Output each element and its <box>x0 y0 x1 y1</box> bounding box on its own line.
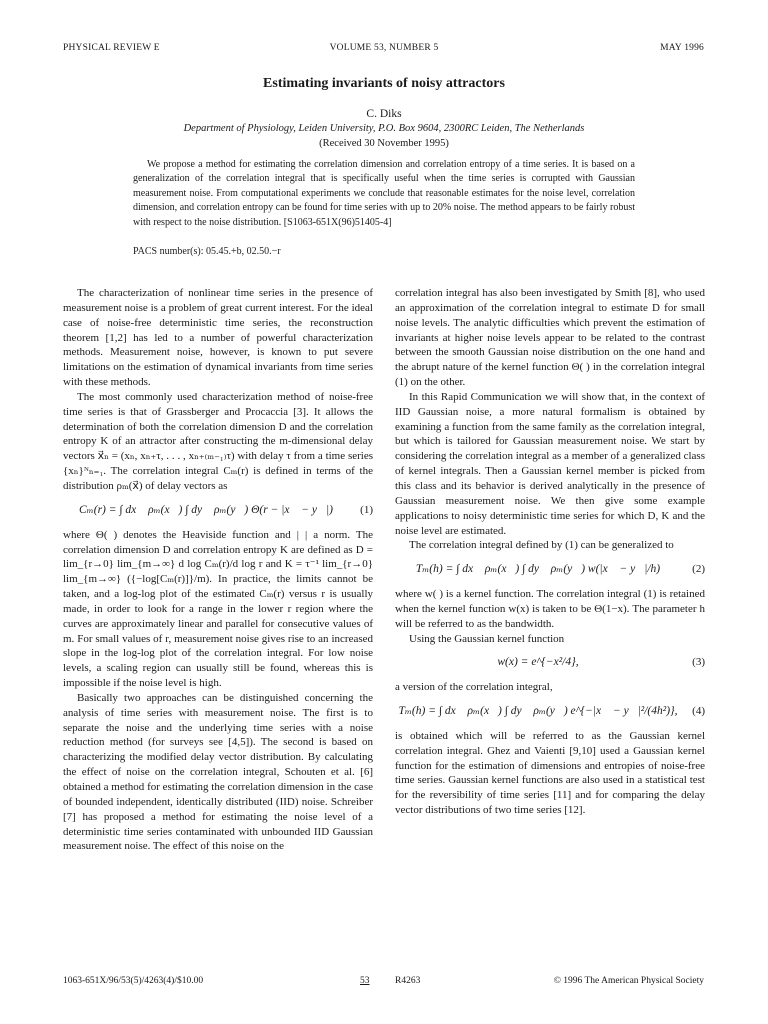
volume-info: VOLUME 53, NUMBER 5 <box>329 43 439 53</box>
abstract: We propose a method for estimating the correlation dimension and correlation entropy of a time series. It is based on a generalization of the correlation integral that is specifically useful when the time series is corrupted with Gaussian measurement noise. From computational experiments we conclude that reasonable estimates for the noise level, correlation dimension, and correlation entropy can be found for time series with up to 20% noise. The method appears to be fairly robust with respect to the noise distribution. [S1063-651X(96)51405-4] <box>133 159 635 228</box>
right-column <box>395 286 705 818</box>
volume-link[interactable]: 53 <box>360 976 370 986</box>
paragraph: In this Rapid Communication we will show that, in the context of IID Gaussian noise, a more natural formalism is obtained by examining a function from the same family as the correlation integral, but which is tailored for Gaussian measurement noise. We start by considering the correlation integral as a member of a generalized class of kernel integrals. Then a Gaussian kernel member is picked from this class and its behavior is derived analytically in the presence of Gaussian measurement noise. We then give some example applications to noisy deterministic time series for which D, K and the noise level are estimated. <box>395 390 705 537</box>
paragraph: a version of the correlation integral, <box>395 681 553 694</box>
paragraph: is obtained which will be referred to as the Gaussian kernel correlation integral. Ghez and Vaienti [9,10] used a Gaussian kernel function for the estimation of dimensions and entropies of noise-free time series. Gaussian kernel functions are also used in a statistical test for the reversibility of time series [11] and for comparing the delay vector distributions of two time series [12]. <box>395 729 705 817</box>
paragraph: correlation integral has also been investigated by Smith [8], who used an approximation of the correlation integral to estimate D for small noise levels. The analytic difficulties which prevent the estimation of invariants at higher noise levels appear to be related to the contrast between the smooth Gaussian noise distribution on the one hand and the abrupt nature of the kernel function Θ( ) in the correlation integral (1) on the other. <box>395 287 705 389</box>
equation-number: (1) <box>360 503 373 516</box>
equation-body: w(x) = e^{−x²/4}, <box>497 656 579 669</box>
equation-1 <box>63 503 373 518</box>
issue-date: MAY 1996 <box>660 43 704 53</box>
equation-2 <box>395 562 705 577</box>
author: C. Diks <box>366 108 402 120</box>
equation-body: Cₘ(r) = ∫ dx⃗ ρₘ(x⃗) ∫ dy⃗ ρₘ(y⃗) Θ(r − |x⃗ − y⃗|) <box>79 503 333 516</box>
equation-number: (3) <box>692 656 705 669</box>
paper-title: Estimating invariants of noisy attractors <box>263 76 505 91</box>
equation-4 <box>395 704 705 719</box>
paragraph: The most commonly used characterization method of noise-free time series is that of Grassberger and Procaccia [3]. It allows the determination of both the correlation dimension D and the correlation entropy K of an attractor after constructing the m-dimensional delay vectors x⃗ₙ = (xₙ, xₙ₊τ, . . . , xₙ₊₍ₘ₋₁₎τ) with delay τ from a time series {xₙ}ᴺₙ₌₁. The correlation integral Cₘ(r) is defined in terms of the distribution ρₘ(x⃗) of delay vectors as <box>63 390 373 492</box>
paragraph: where w( ) is a kernel function. The correlation integral (1) is retained when the kernel function w(x) is taken to be Θ(1−x). The parameter h will be referred to as the bandwidth. <box>395 588 705 630</box>
page-number: R4263 <box>395 976 421 986</box>
paragraph: Using the Gaussian kernel function <box>409 632 565 645</box>
received-date: (Received 30 November 1995) <box>319 138 449 149</box>
equation-3 <box>395 655 705 670</box>
paragraph: The characterization of nonlinear time series in the presence of measurement noise is a problem of great current interest. For the ideal case of noise-free deterministic time series, the reconstruction theorem [1,2] has led to a number of powerful characterization methods. Measurement noise, however, is known to put severe limitations on the estimation of dynamical invariants from time series with these methods. <box>63 287 373 389</box>
equation-body: Tₘ(h) = ∫ dx⃗ ρₘ(x⃗) ∫ dy⃗ ρₘ(y⃗) e^{−|x⃗ − y⃗|²/(4h²)}, <box>398 705 678 718</box>
affiliation: Department of Physiology, Leiden University, P.O. Box 9604, 2300RC Leiden, The Netherlands <box>183 123 585 134</box>
journal-name: PHYSICAL REVIEW E <box>63 43 160 53</box>
copyright: © 1996 The American Physical Society <box>553 976 704 986</box>
paragraph: Basically two approaches can be distinguished concerning the analysis of time series with measurement noise. The first is to separate the noise and the underlying time series with a noise reduction method (for surveys see [4,5]). The second is based on characterizing the modified delay vector distribution. By calculating the effect of noise on the correlation integral, Schouten et al. [6] obtained a method for estimating the correlation dimension in the case of bounded independent, identically distributed (IID) noise. Schreiber [7] has proposed a method for estimating the noise level of a deterministic time series contaminated with unbounded IID Gaussian measurement noise. The effect of this noise on the <box>63 691 373 853</box>
pacs-numbers: PACS number(s): 05.45.+b, 02.50.−r <box>133 246 281 257</box>
equation-body: Tₘ(h) = ∫ dx⃗ ρₘ(x⃗) ∫ dy⃗ ρₘ(y⃗) w(|x⃗ − y⃗|/h) <box>415 563 661 576</box>
paragraph: where Θ( ) denotes the Heaviside function and | | a norm. The correlation dimension D and correlation entropy K are defined as D = lim_{r→0} lim_{m→∞} d log Cₘ(r)/d log r and K = τ⁻¹ lim_{r→0} lim_{m→∞} ({−log[Cₘ(r)]}/m). In practice, the limits cannot be taken, and a log-log plot of the estimated Cₘ(r) versus r is usually made, in order to look for a range in the lower r region where the curves are approximately linear and parallel for consecutive values of m. For small values of r, measurement noise gives rise to an increased slope in the log-log plot of the correlation integral. For low noise levels, a scaling region can usually still be found, whereas this is impossible if the noise level is high. <box>63 528 373 690</box>
left-column <box>63 286 373 854</box>
paragraph: The correlation integral defined by (1) can be generalized to <box>409 539 674 552</box>
equation-number: (2) <box>692 563 705 576</box>
article-code: 1063-651X/96/53(5)/4263(4)/$10.00 <box>63 976 204 986</box>
equation-number: (4) <box>692 705 705 718</box>
